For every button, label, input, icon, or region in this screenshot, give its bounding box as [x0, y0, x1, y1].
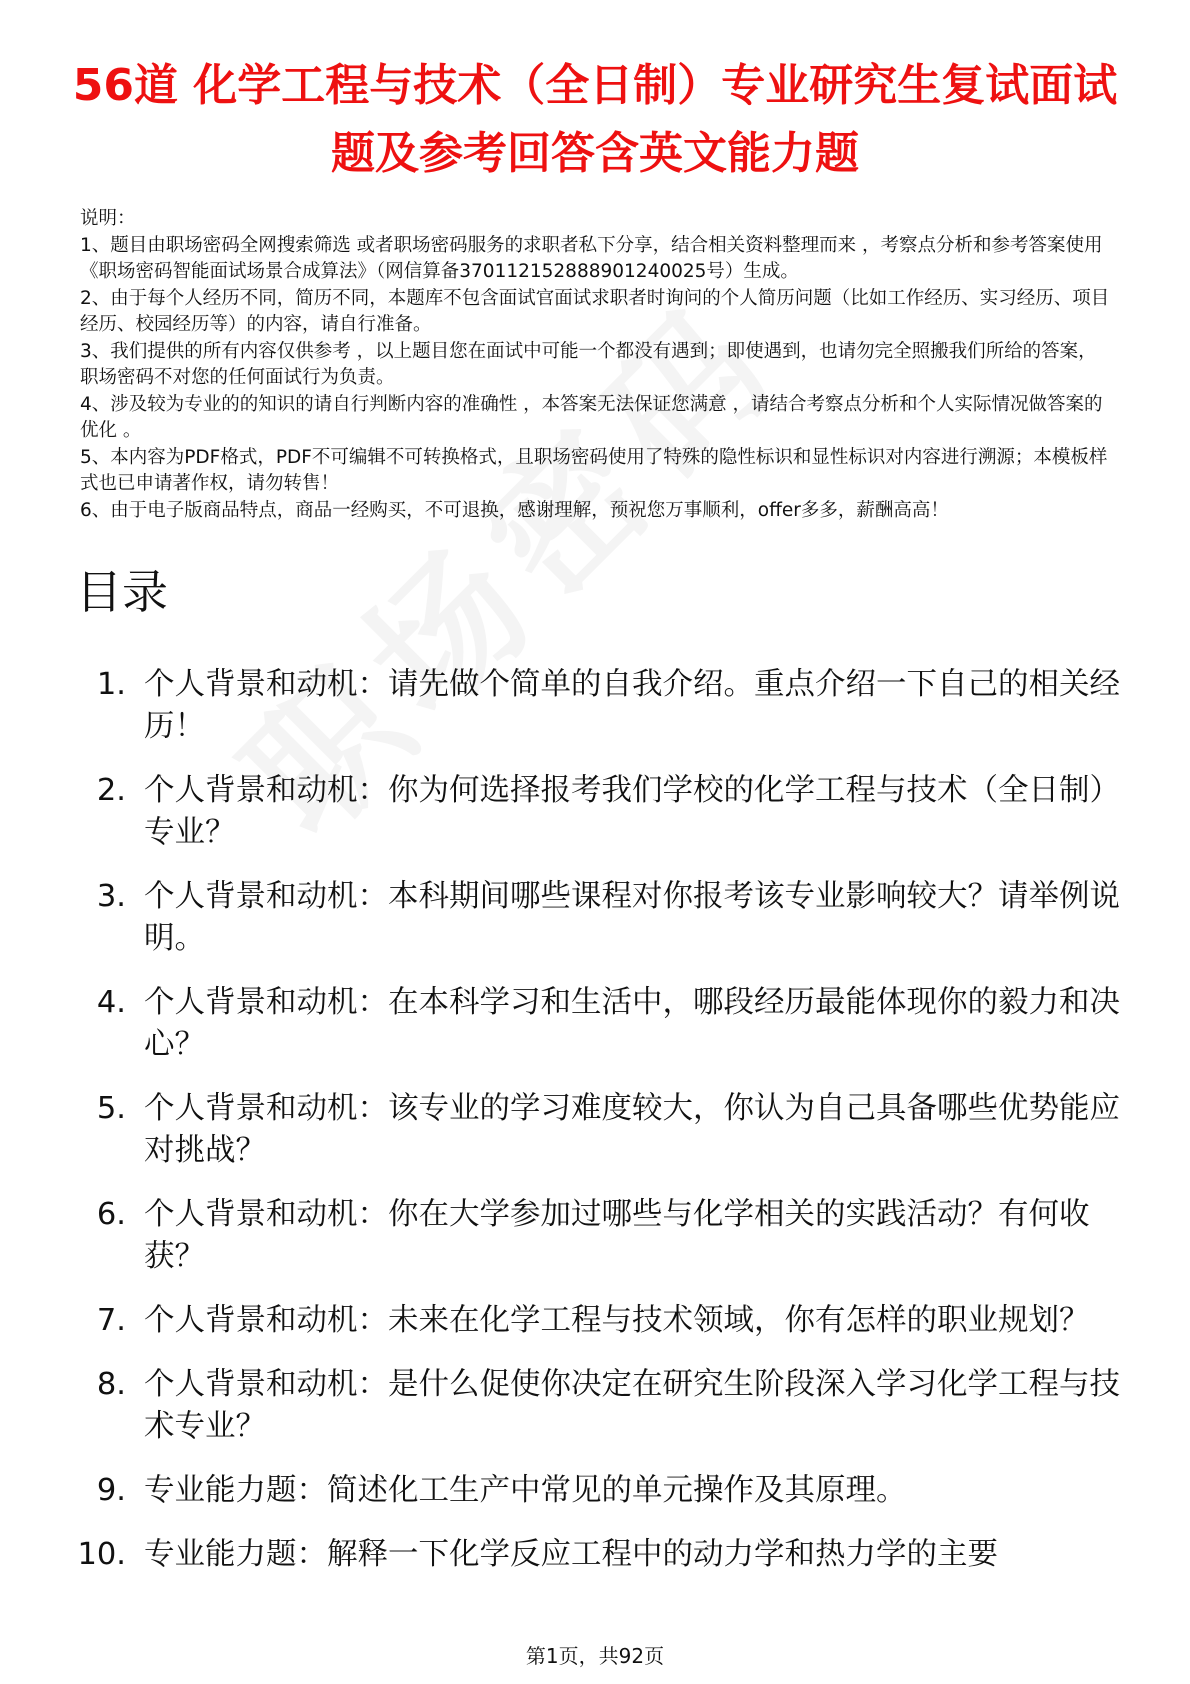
toc-item-text: 个人背景和动机：你在大学参加过哪些与化学相关的实践活动？有何收获？: [144, 1197, 1090, 1274]
toc-item[interactable]: [40, 876, 1130, 960]
toc-item-text: 个人背景和动机：请先做个简单的自我介绍。重点介绍一下自己的相关经历！: [144, 667, 1120, 744]
notes-section: [80, 206, 1115, 524]
toc-item[interactable]: [40, 1364, 1130, 1448]
toc-item-text: 个人背景和动机：该专业的学习难度较大，你认为自己具备哪些优势能应对挑战？: [144, 1091, 1120, 1168]
note-item: 4、涉及较为专业的的知识的请自行判断内容的准确性 ，本答案无法保证您满意 ，请结合考察点分析和个人实际情况做答案的优化 。: [80, 393, 1103, 441]
note-item: 6、由于电子版商品特点，商品一经购买，不可退换，感谢理解，预祝您万事顺利，offer多多，薪酬高高！: [80, 499, 949, 521]
toc-item-text: 专业能力题：简述化工生产中常见的单元操作及其原理。: [144, 1473, 907, 1508]
toc-item[interactable]: [40, 982, 1130, 1066]
toc-item-text: 个人背景和动机：本科期间哪些课程对你报考该专业影响较大？请举例说明。: [144, 879, 1120, 956]
note-item: 5、本内容为PDF格式，PDF不可编辑不可转换格式，且职场密码使用了特殊的隐性标识和显性标识对内容进行溯源；本模板样式也已申请著作权，请勿转售！: [80, 446, 1108, 494]
toc-item[interactable]: [40, 1300, 1130, 1342]
toc-item-text: 个人背景和动机：在本科学习和生活中，哪段经历最能体现你的毅力和决心？: [144, 985, 1120, 1062]
toc-item-number: 3.: [96, 879, 126, 914]
notes-heading: 说明：: [80, 208, 136, 229]
toc-item-text: 个人背景和动机：未来在化学工程与技术领域，你有怎样的职业规划？: [144, 1303, 1090, 1338]
page-number-footer: 第1页，共92页: [525, 1644, 665, 1668]
note-item: 1、题目由职场密码全网搜索筛选 或者职场密码服务的求职者私下分享，结合相关资料整理而来 ，考察点分析和参考答案使用《职场密码智能面试场景合成算法》（网信算备370112152888901240025号）生成。: [80, 234, 1103, 282]
note-item: 2、由于每个人经历不同，简历不同，本题库不包含面试官面试求职者时询问的个人简历问题（比如工作经历、实习经历、项目经历、校园经历等）的内容，请自行准备。: [80, 287, 1110, 335]
toc-item[interactable]: [40, 1534, 1130, 1576]
table-of-contents: [40, 664, 1130, 1598]
toc-item-number: 8.: [96, 1367, 126, 1402]
toc-item-number: 5.: [96, 1091, 126, 1126]
toc-item[interactable]: [40, 770, 1130, 854]
toc-item-number: 9.: [96, 1473, 126, 1508]
toc-item-text: 专业能力题：解释一下化学反应工程中的动力学和热力学的主要: [144, 1537, 998, 1572]
toc-item-number: 2.: [96, 773, 126, 808]
toc-item[interactable]: [40, 1088, 1130, 1172]
toc-item[interactable]: [40, 664, 1130, 748]
toc-item-number: 1.: [96, 667, 126, 702]
toc-item-number: 7.: [96, 1303, 126, 1338]
toc-item[interactable]: [40, 1194, 1130, 1278]
toc-heading: 目录: [76, 565, 168, 619]
toc-item-text: 个人背景和动机：是什么促使你决定在研究生阶段深入学习化学工程与技术专业？: [144, 1367, 1120, 1444]
toc-item-number: 6.: [96, 1197, 126, 1232]
toc-item[interactable]: [40, 1470, 1130, 1512]
toc-item-number: 4.: [96, 985, 126, 1020]
toc-item-text: 个人背景和动机：你为何选择报考我们学校的化学工程与技术（全日制）专业？: [144, 773, 1120, 850]
document-title: 56道 化学工程与技术（全日制）专业研究生复试面试题及参考回答含英文能力题: [72, 60, 1118, 179]
toc-item-number: 10.: [77, 1537, 126, 1572]
note-item: 3、我们提供的所有内容仅供参考 ，以上题目您在面试中可能一个都没有遇到；即使遇到，也请勿完全照搬我们所给的答案，职场密码不对您的任何面试行为负责。: [80, 340, 1097, 388]
